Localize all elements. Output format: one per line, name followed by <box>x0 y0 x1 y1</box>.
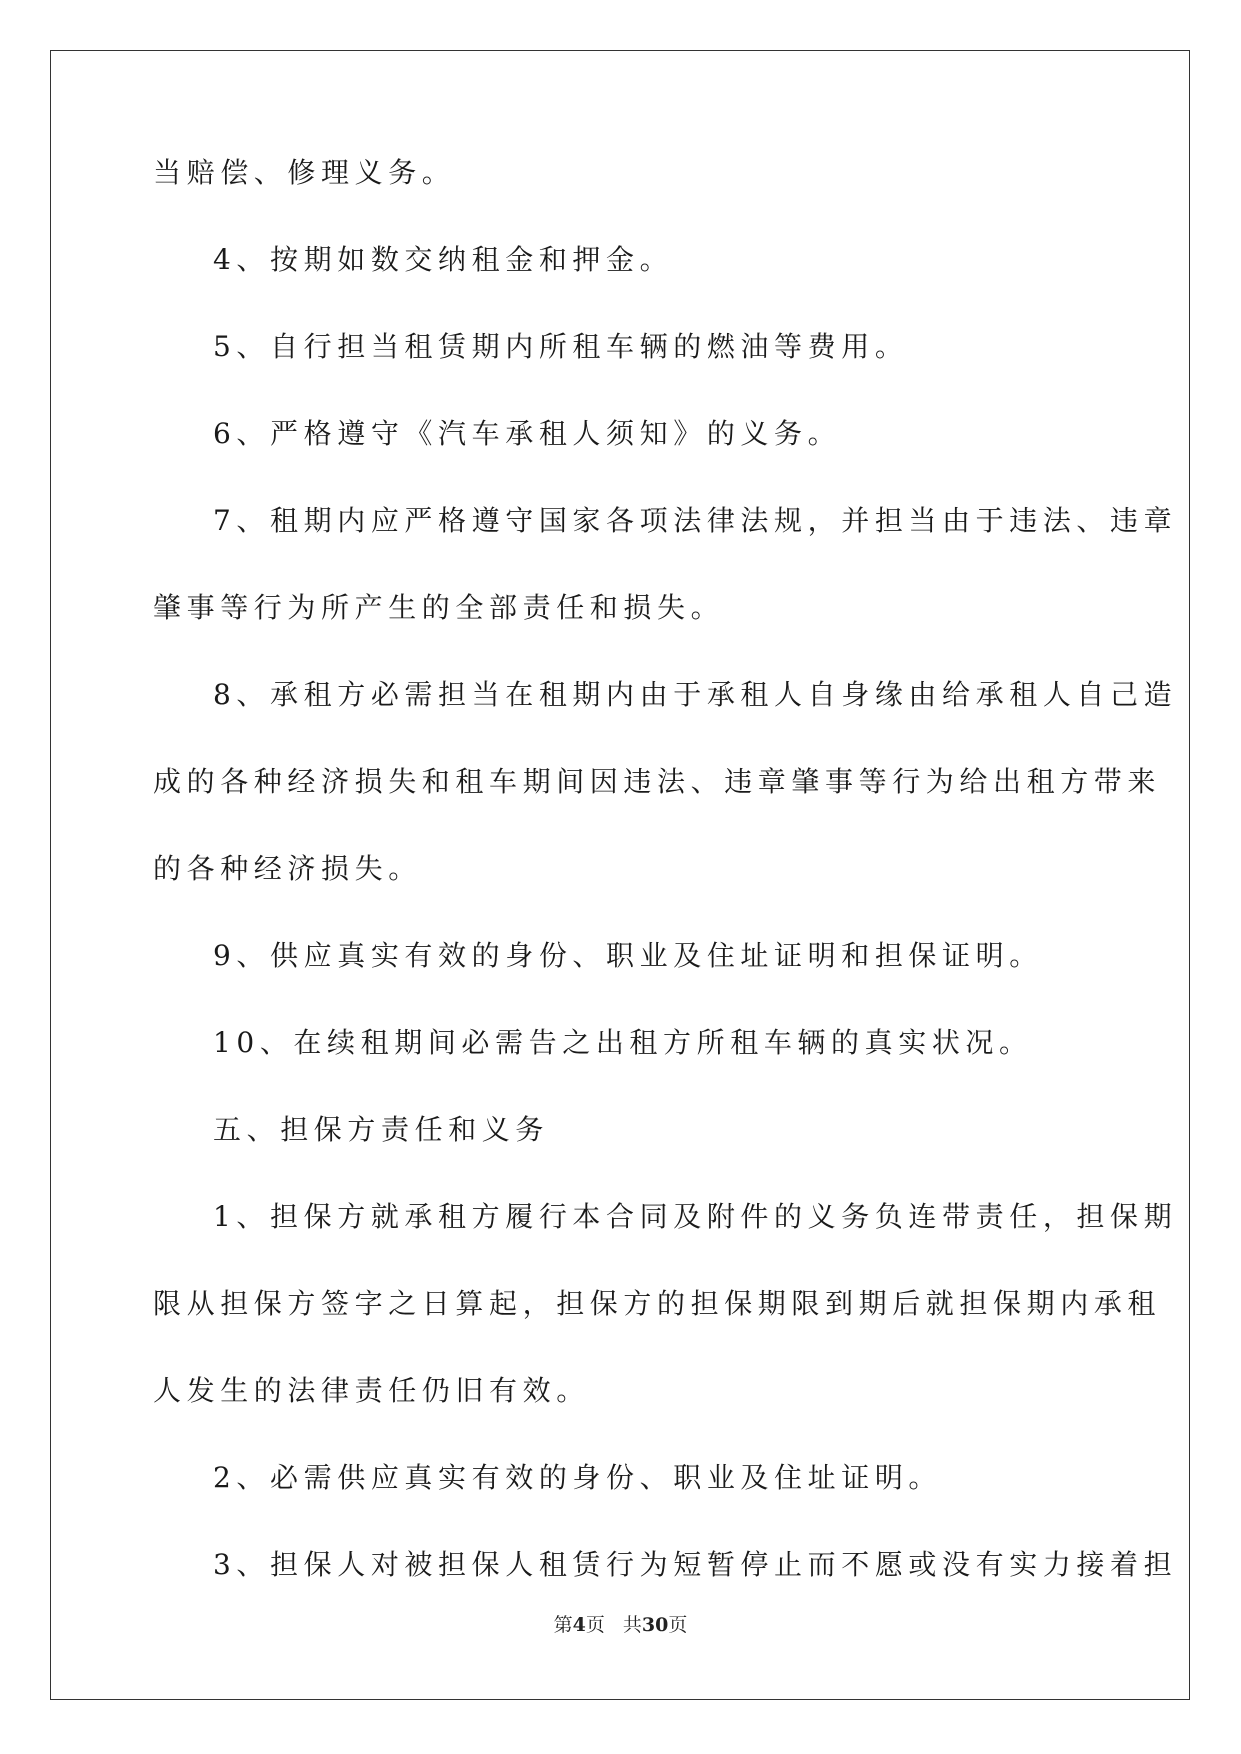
total-pages: 30 <box>641 1614 669 1636</box>
list-item: 4、按期如数交纳租金和押金。 <box>213 243 674 276</box>
list-item: 5、自行担当租赁期内所租车辆的燃油等费用。 <box>213 330 909 363</box>
list-item: 2、必需供应真实有效的身份、职业及住址证明。 <box>213 1461 943 1494</box>
footer-page-unit: 页 <box>585 1614 605 1636</box>
footer-prefix: 第 <box>553 1614 573 1636</box>
list-item: 1、担保方就承租方履行本合同及附件的义务负连带责任，担保期 <box>213 1200 1178 1233</box>
text-line: 肇事等行为所产生的全部责任和损失。 <box>153 591 725 624</box>
page-footer <box>0 1610 1241 1637</box>
text-line: 限从担保方签字之日算起，担保方的担保期限到期后就担保期内承租 <box>153 1287 1162 1320</box>
list-item: 10、在续租期间必需告之出租方所租车辆的真实状况。 <box>213 1026 1033 1059</box>
list-item: 6、严格遵守《汽车承租人须知》的义务。 <box>213 417 842 450</box>
footer-total-prefix: 共 <box>622 1614 642 1636</box>
text-line: 成的各种经济损失和租车期间因违法、违章肇事等行为给出租方带来 <box>153 765 1162 798</box>
section-heading: 五、担保方责任和义务 <box>213 1113 550 1146</box>
list-item: 7、租期内应严格遵守国家各项法律法规，并担当由于违法、违章 <box>213 504 1178 537</box>
list-item: 8、承租方必需担当在租期内由于承租人自身缘由给承租人自己造 <box>213 678 1178 711</box>
list-item: 9、供应真实有效的身份、职业及住址证明和担保证明。 <box>213 939 1043 972</box>
text-line: 当赔偿、修理义务。 <box>153 156 456 189</box>
text-line: 的各种经济损失。 <box>153 852 422 885</box>
list-item: 3、担保人对被担保人租赁行为短暂停止而不愿或没有实力接着担 <box>213 1548 1178 1581</box>
footer-total-unit: 页 <box>668 1614 688 1636</box>
page-number: 4 <box>572 1614 586 1636</box>
text-line: 人发生的法律责任仍旧有效。 <box>153 1374 590 1407</box>
